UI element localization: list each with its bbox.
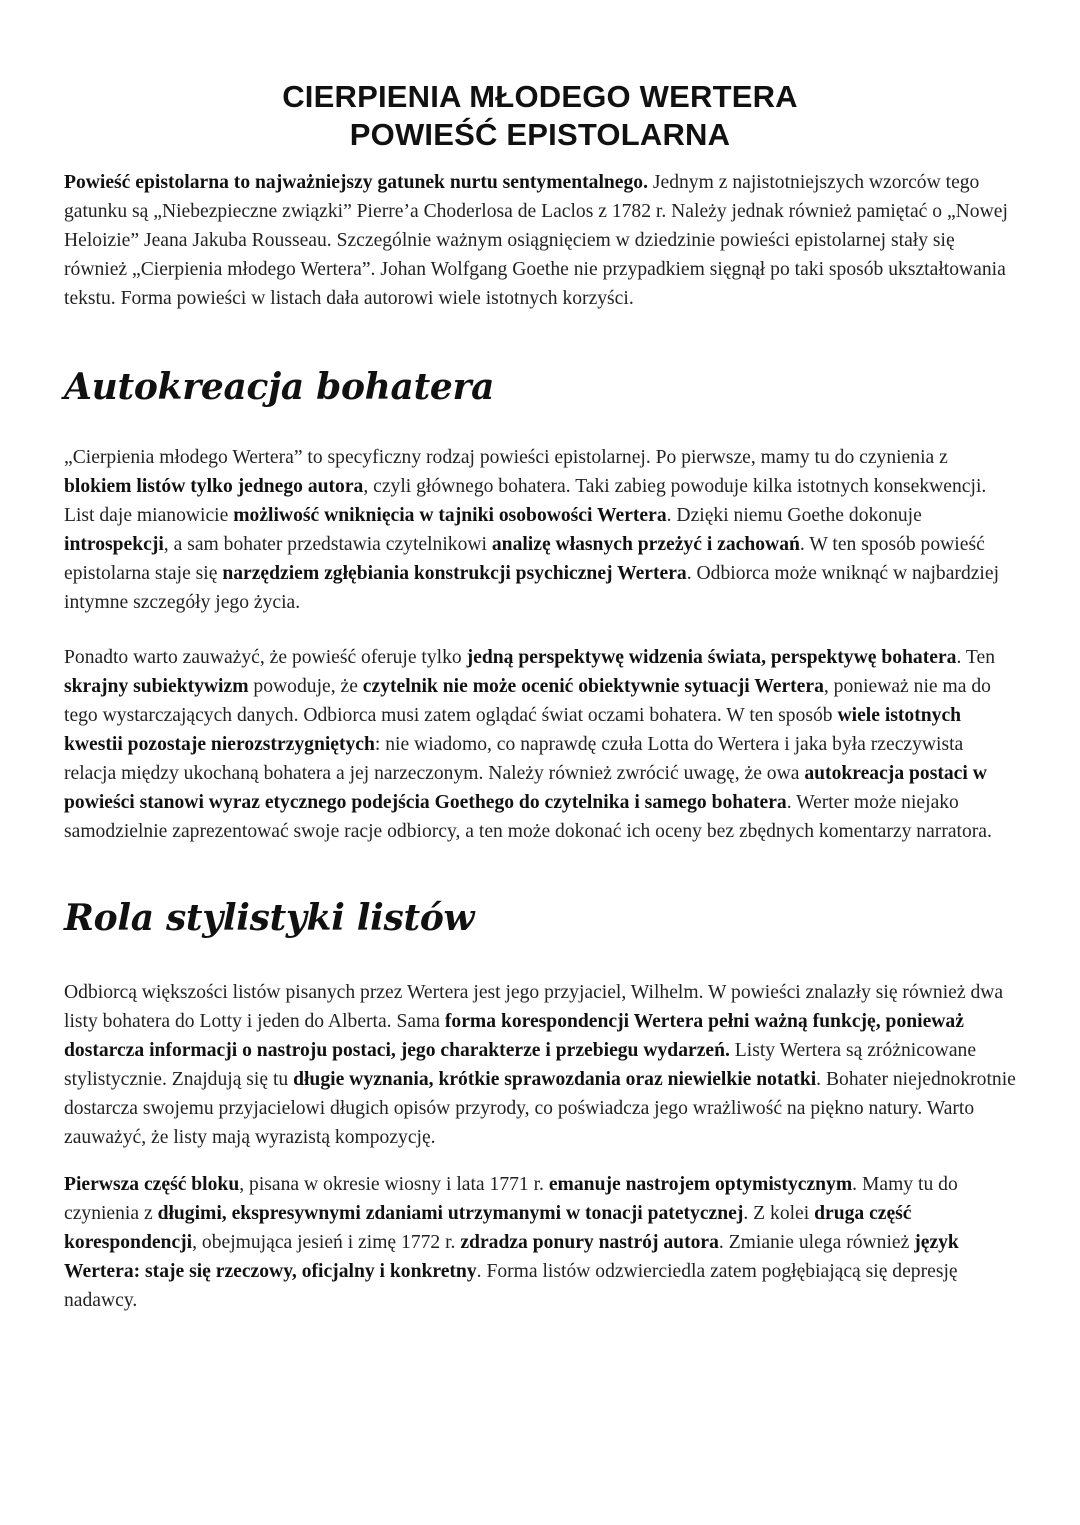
text-run: . Bohater niejednokrotnie dostarcza swojemu przyjacielowi długich opisów przyrody, co poświadcza jego wrażliwość na piękno natury. Warto zauważyć, że listy mają wyrazistą kompozycję. xyxy=(64,1069,1016,1148)
section2-paragraph-1 xyxy=(64,978,1016,1152)
text-run: Ponadto warto zauważyć, że powieść oferuje tylko xyxy=(64,647,467,668)
bold-text-run: introspekcji xyxy=(64,534,164,555)
text-run: , ponieważ nie ma do tego wystarczających danych. Odbiorca musi zatem oglądać świat oczami bohatera. W ten sposób xyxy=(64,676,991,726)
text-run: powoduje, że xyxy=(248,676,363,697)
section2-paragraph-2 xyxy=(64,1170,1016,1315)
bold-text-run: Powieść epistolarna to najważniejszy gatunek nurtu sentymentalnego. xyxy=(64,172,648,193)
bold-text-run: możliwość wniknięcia w tajniki osobowości Wertera xyxy=(233,505,667,526)
text-run: , pisana w okresie wiosny i lata 1771 r. xyxy=(239,1174,549,1195)
text-run: . W ten sposób powieść epistolarna staje się xyxy=(64,534,985,584)
bold-text-run: emanuje nastrojem optymistycznym xyxy=(548,1174,853,1195)
text-run: Jednym z najistotniejszych wzorców tego gatunku są „Niebezpieczne związki” Pierre’a Choderlosa de Laclos z 1782 r. Należy jednak również pamiętać o „Nowej Heloizie” Jeana Jakuba Rousseau. Szczególnie ważnym osiągnięciem w dziedzinie powieści epistolarnej stały się również „Cierpienia młodego Wertera”. Johan Wolfgang Goethe nie przypadkiem sięgnął po taki sposób ukształtowania tekstu. Forma powieści w listach dała autorowi wiele istotnych korzyści. xyxy=(64,172,1008,309)
bold-text-run: długimi, ekspresywnymi zdaniami utrzymanymi w tonacji patetycznej xyxy=(157,1203,744,1224)
bold-text-run: forma korespondencji Wertera pełni ważną funkcję, ponieważ dostarcza informacji o nastroju postaci, jego charakterze i przebiegu wydarzeń. xyxy=(64,1011,964,1061)
title-line-1: CIERPIENIA MŁODEGO WERTERA xyxy=(282,79,798,114)
document-title xyxy=(64,78,1016,154)
bold-text-run: skrajny subiektywizm xyxy=(64,676,249,697)
section1-paragraph-2 xyxy=(64,643,1016,846)
text-run: . Forma listów odzwierciedla zatem pogłębiającą się depresję nadawcy. xyxy=(64,1261,958,1311)
bold-text-run: druga część korespondencji xyxy=(64,1203,912,1253)
bold-text-run: analizę własnych przeżyć i zachowań xyxy=(491,534,800,555)
bold-text-run: długie wyznania, krótkie sprawozdania oraz niewielkie notatki xyxy=(293,1069,817,1090)
text-run: . Odbiorca może wniknąć w najbardziej intymne szczegóły jego życia. xyxy=(64,563,1000,613)
text-run: , obejmująca jesień i zimę 1772 r. xyxy=(192,1232,461,1253)
intro-paragraph xyxy=(64,168,1016,313)
bold-text-run: jedną perspektywę widzenia świata, perspektywę bohatera xyxy=(466,647,957,668)
bold-text-run: narzędziem zgłębiania konstrukcji psychicznej Wertera xyxy=(222,563,687,584)
bold-text-run: zdradza ponury nastrój autora xyxy=(460,1232,719,1253)
bold-text-run: wiele istotnych kwestii pozostaje nierozstrzygniętych xyxy=(64,705,962,755)
text-run: Listy Wertera są zróżnicowane stylistycznie. Znajdują się tu xyxy=(64,1040,977,1090)
section-heading-autokreacja: Autokreacja bohatera xyxy=(64,366,495,408)
text-run: . Dzięki niemu Goethe dokonuje xyxy=(666,505,922,526)
bold-text-run: język Wertera: staje się rzeczowy, oficjalny i konkretny xyxy=(64,1232,959,1282)
text-run: . Z kolei xyxy=(743,1203,815,1224)
text-run: , a sam bohater przedstawia czytelnikowi xyxy=(163,534,492,555)
text-run: : nie wiadomo, co naprawdę czuła Lotta do Wertera i jaka była rzeczywista relacja między ukochaną bohatera a jej narzeczonym. Należy również zwrócić uwagę, że owa xyxy=(64,734,964,784)
text-run: „Cierpienia młodego Wertera” to specyficzny rodzaj powieści epistolarnej. Po pierwsze, mamy tu do czynienia z xyxy=(64,447,948,468)
text-run: . Werter może niejako samodzielnie zaprezentować swoje racje odbiorcy, a ten może dokonać ich oceny bez zbędnych komentarzy narratora. xyxy=(64,792,992,842)
text-run: , czyli głównego bohatera. Taki zabieg powoduje kilka istotnych konsekwencji. List daje mianowicie xyxy=(64,476,987,526)
section1-paragraph-1 xyxy=(64,443,1016,617)
title-line-2: POWIEŚĆ EPISTOLARNA xyxy=(349,117,731,152)
bold-text-run: czytelnik nie może ocenić obiektywnie sytuacji Wertera xyxy=(362,676,824,697)
text-run: . Mamy tu do czynienia z xyxy=(64,1174,958,1224)
bold-text-run: blokiem listów tylko jednego autora xyxy=(64,476,364,497)
text-run: Odbiorcą większości listów pisanych przez Wertera jest jego przyjaciel, Wilhelm. W powieści znalazły się również dwa listy bohatera do Lotty i jeden do Alberta. Sama xyxy=(64,982,1004,1032)
text-run: . Ten xyxy=(956,647,995,668)
bold-text-run: Pierwsza część bloku xyxy=(64,1174,240,1195)
text-run: . Zmianie ulega również xyxy=(718,1232,915,1253)
section-heading-rola-stylistyki: Rola stylistyki listów xyxy=(64,897,475,939)
bold-text-run: autokreacja postaci w powieści stanowi wyraz etycznego podejścia Goethego do czytelnika i samego bohatera xyxy=(64,763,987,813)
